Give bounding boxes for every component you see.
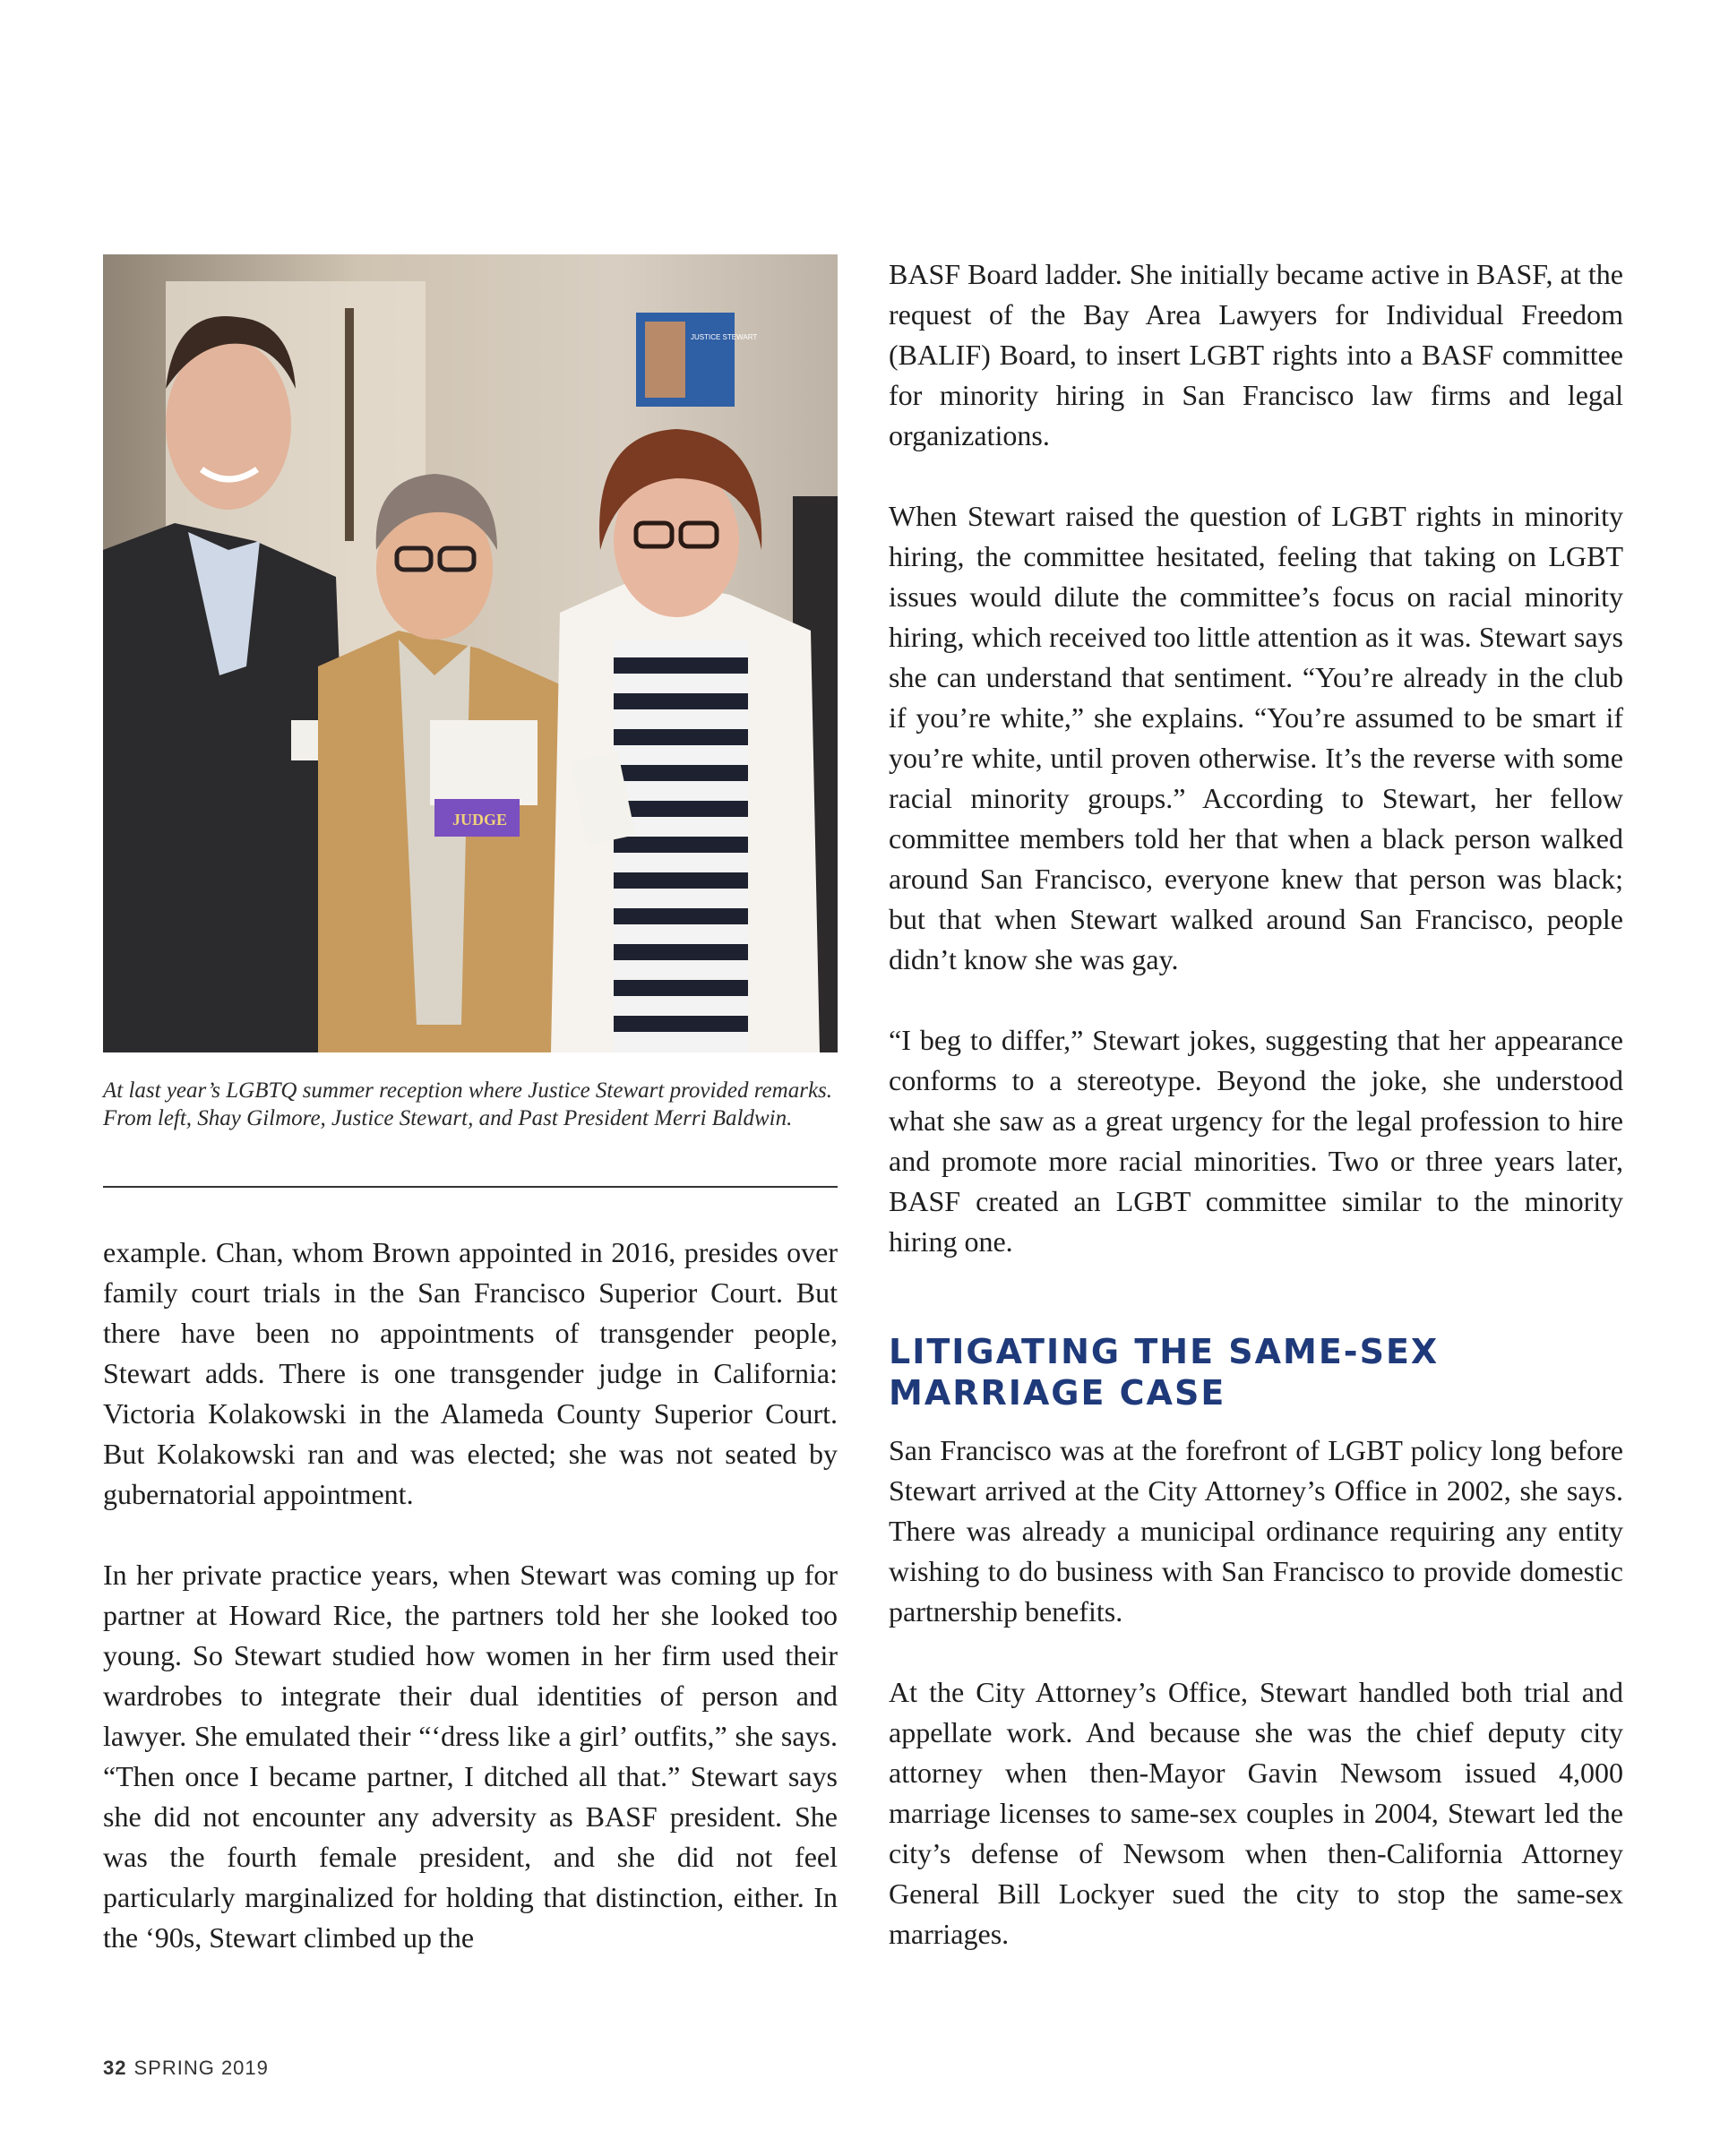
right-column-bottom — [889, 1430, 1623, 1954]
display-artifact — [345, 308, 354, 541]
photo-caption: At last year’s LGBTQ summer reception where Justice Stewart provided remarks. From left, Shay Gilmore, Justice Stewart, and Past President Merri Baldwin. — [103, 1078, 833, 1130]
caption-divider — [103, 1186, 838, 1188]
right-column-top — [889, 254, 1623, 1262]
judge-ribbon-label: JUDGE — [452, 811, 508, 829]
reception-photo-illustration — [103, 254, 838, 1052]
name-tag — [430, 720, 538, 805]
reception-photo — [103, 254, 838, 1052]
poster-text: JUSTICE STEWART — [691, 333, 758, 341]
issue-label: SPRING 2019 — [133, 2057, 269, 2079]
right-paragraph-1: BASF Board ladder. She initially became active in BASF, at the request of the Bay Area Lawyers for Individual Freedom (BALIF) Board, to insert LGBT rights into a BASF committee for minority hiring in San Francisco law firms and legal organizations. — [889, 258, 1623, 451]
left-paragraph-2: In her private practice years, when Stewart was coming up for partner at Howard Rice, the partners told her she looked too young. So Stewart studied how women in her firm used their wardrobes to integrate their dual identities of person and lawyer. She emulated their “‘dress like a girl’ outfits,” she says. “Then once I became partner, I ditched all that.” Stewart says she did not encounter any adversity as BASF president. She was the fourth female president, and she did not feel particularly marginalized for holding that distinction, either. In the ‘90s, Stewart climbed up the — [103, 1559, 838, 1954]
left-column — [103, 1233, 838, 1958]
right-paragraph-3: “I beg to differ,” Stewart jokes, suggesting that her appearance conforms to a stereotype. Beyond the joke, she understood what she saw as a great urgency for the legal profession to hire and promote more racial minorities. Two or three years later, BASF created an LGBT committee similar to the minority hiring one. — [889, 1024, 1623, 1258]
left-paragraph-1: example. Chan, whom Brown appointed in 2016, presides over family court trials in the San Francisco Superior Court. But there have been no appointments of transgender people, Stewart adds. There is one transgender judge in California: Victoria Kolakowski in the Alameda County Superior Court. But Kolakowski ran and was elected; she was not seated by gubernatorial appointment. — [103, 1236, 838, 1510]
right-paragraph-5: At the City Attorney’s Office, Stewart handled both trial and appellate work. And because she was the chief deputy city attorney when then-Mayor Gavin Newsom issued 4,000 marriage licenses to same-sex couples in 2004, Stewart led the city’s defense of Newsom when then-California Attorney General Bill Lockyer sued the city to stop the same-sex marriages. — [889, 1676, 1623, 1950]
page-number: 32 — [103, 2057, 127, 2079]
striped-top — [614, 640, 748, 1052]
right-paragraph-4: San Francisco was at the forefront of LGBT policy long before Stewart arrived at the City Attorney’s Office in 2002, she says. There was already a municipal ordinance requiring any entity wishing to do business with San Francisco to provide domestic partnership benefits. — [889, 1434, 1623, 1628]
section-heading: LITIGATING THE SAME-SEX MARRIAGE CASE — [889, 1332, 1440, 1413]
right-paragraph-2: When Stewart raised the question of LGBT rights in minority hiring, the committee hesitated, feeling that taking on LGBT issues would dilute the committee’s focus on racial minority hiring, which received too little attention as it was. Stewart says she can understand that sentiment. “You’re already in the club if you’re white,” she explains. “You’re assumed to be smart if you’re white, until proven otherwise. It’s the reverse with some racial minority groups.” According to Stewart, her fellow committee members told her that when a black person walked around San Francisco, everyone knew that person was black; but that when Stewart walked around San Francisco, people didn’t know she was gay. — [889, 500, 1623, 975]
page-footer — [103, 2057, 269, 2080]
